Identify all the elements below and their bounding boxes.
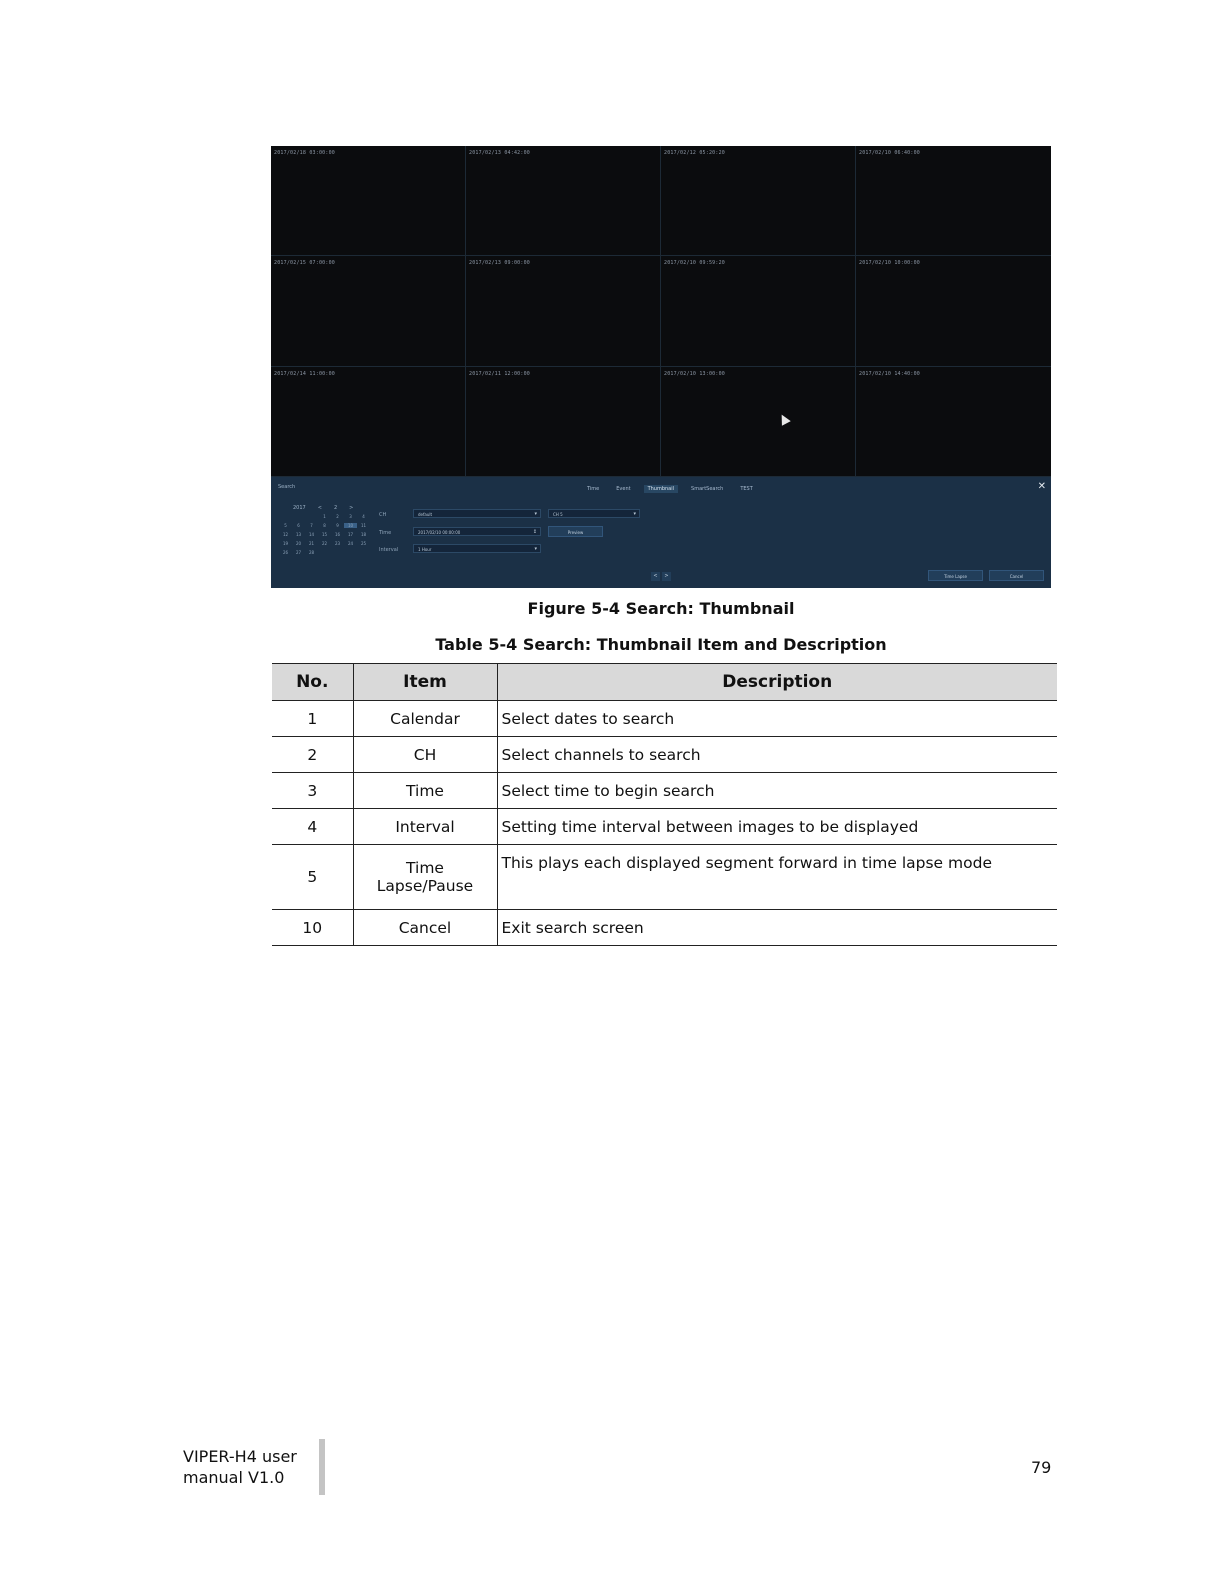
calendar-day[interactable]: 19 (282, 541, 289, 546)
row-item-line: Time (406, 859, 444, 877)
calendar (279, 505, 369, 555)
header-description: Description (497, 664, 1057, 701)
stepper-icon[interactable]: ↕ (532, 529, 537, 535)
calendar-day[interactable]: 6 (297, 523, 300, 528)
thumbnail-timestamp: 2017/02/10 06:40:00 (859, 150, 920, 156)
page-number: 79 (1031, 1458, 1052, 1477)
preview-button[interactable]: Preview (548, 526, 603, 537)
row-no: 10 (272, 910, 353, 946)
thumbnail[interactable] (271, 367, 466, 477)
row-no: 1 (272, 701, 353, 737)
table-row (272, 910, 1057, 946)
calendar-day[interactable]: 3 (349, 514, 352, 519)
pager (651, 572, 671, 581)
row-description: Select channels to search (497, 737, 1057, 773)
thumbnail-timestamp: 2017/02/13 09:00:00 (469, 260, 530, 267)
thumbnail-timestamp: 2017/02/10 10:00:00 (859, 260, 920, 267)
calendar-day[interactable]: 8 (323, 523, 326, 528)
thumbnail[interactable] (271, 146, 466, 256)
thumbnail[interactable] (856, 256, 1051, 366)
thumbnail[interactable] (856, 367, 1051, 477)
calendar-day[interactable]: 28 (308, 550, 315, 555)
table-row (272, 809, 1057, 845)
ch-select-value: default (418, 512, 433, 517)
prev-month-button[interactable]: < (317, 505, 322, 511)
thumbnail-timestamp: 2017/02/15 07:00:00 (274, 260, 335, 267)
calendar-day[interactable]: 22 (321, 541, 328, 546)
calendar-day[interactable]: 9 (336, 523, 339, 528)
calendar-month: 2 (333, 505, 338, 511)
panel-title: Search (278, 484, 296, 490)
row-no: 4 (272, 809, 353, 845)
footer-doc-title (183, 1446, 297, 1488)
table-caption: Table 5-4 Search: Thumbnail Item and Description (435, 635, 887, 654)
calendar-day[interactable]: 13 (295, 532, 302, 537)
ch-secondary-select[interactable] (548, 509, 640, 518)
row-item: Calendar (353, 701, 497, 737)
thumbnail-grid (271, 146, 1051, 477)
thumbnail[interactable] (466, 146, 661, 256)
thumbnail[interactable] (661, 367, 856, 477)
calendar-day[interactable]: 5 (284, 523, 287, 528)
thumbnail-timestamp: 2017/02/14 11:00:00 (274, 370, 335, 377)
next-month-button[interactable]: > (349, 505, 354, 511)
table-row (272, 737, 1057, 773)
interval-select[interactable] (413, 544, 541, 553)
thumbnail-timestamp: 2017/02/10 09:59:20 (664, 260, 725, 267)
table-row (272, 845, 1057, 910)
thumbnail-timestamp: 2017/02/10 14:40:00 (859, 370, 920, 377)
calendar-day[interactable]: 11 (360, 523, 367, 528)
cancel-button[interactable]: Cancel (989, 570, 1044, 581)
calendar-day[interactable]: 24 (347, 541, 354, 546)
row-item: CH (353, 737, 497, 773)
calendar-day[interactable]: 1 (323, 514, 326, 519)
thumbnail-timestamp: 2017/02/18 03:00:00 (274, 150, 335, 156)
table-header-row (272, 664, 1057, 701)
tab-smartsearch[interactable]: SmartSearch (691, 486, 724, 492)
thumbnail[interactable] (466, 367, 661, 477)
tab-time[interactable]: Time (587, 486, 600, 492)
figure-caption: Figure 5-4 Search: Thumbnail (527, 599, 795, 618)
header-item: Item (353, 664, 497, 701)
footer-line: manual V1.0 (183, 1468, 285, 1487)
description-table (272, 663, 1057, 946)
calendar-day[interactable]: 16 (334, 532, 341, 537)
thumbnail-timestamp: 2017/02/10 13:00:00 (664, 370, 725, 377)
search-panel (271, 477, 1051, 588)
calendar-day[interactable]: 12 (282, 532, 289, 537)
thumbnail[interactable] (661, 256, 856, 366)
calendar-day[interactable]: 26 (282, 550, 289, 555)
interval-select-value: 1 Hour (418, 547, 432, 552)
row-item-line: Lapse/Pause (376, 877, 474, 895)
thumbnail-timestamp: 2017/02/12 05:20:20 (664, 150, 725, 156)
tab-test[interactable]: TEST (740, 486, 753, 492)
calendar-day[interactable]: 27 (295, 550, 302, 555)
calendar-day[interactable]: 10 (344, 523, 357, 528)
calendar-day[interactable]: 15 (321, 532, 328, 537)
interval-label: Interval (379, 547, 399, 553)
row-no: 3 (272, 773, 353, 809)
calendar-days (279, 514, 369, 555)
table-row (272, 701, 1057, 737)
thumbnail[interactable] (466, 256, 661, 366)
calendar-day[interactable]: 23 (334, 541, 341, 546)
ch-secondary-value: CH 5 (553, 512, 563, 517)
table-row (272, 773, 1057, 809)
calendar-day[interactable]: 18 (360, 532, 367, 537)
calendar-year: 2017 (293, 505, 306, 511)
figure-screenshot (271, 146, 1051, 588)
chevron-down-icon: ▾ (534, 546, 537, 552)
calendar-day[interactable]: 14 (308, 532, 315, 537)
tab-event[interactable]: Event (616, 486, 631, 492)
row-description: Select dates to search (497, 701, 1057, 737)
thumbnail[interactable] (856, 146, 1051, 256)
calendar-day[interactable]: 7 (310, 523, 313, 528)
row-description: Setting time interval between images to be displayed (497, 809, 1057, 845)
footer-divider (319, 1439, 325, 1495)
calendar-day[interactable]: 2 (336, 514, 339, 519)
thumbnail[interactable] (271, 256, 466, 366)
prev-page-button[interactable]: < (651, 572, 660, 581)
time-input-value: 2017/02/10 00:00:00 (418, 530, 461, 535)
calendar-day[interactable]: 20 (295, 541, 302, 546)
thumbnail-timestamp: 2017/02/13 04:42:00 (469, 150, 530, 156)
time-input[interactable] (413, 527, 541, 536)
calendar-header (279, 505, 369, 511)
row-no: 2 (272, 737, 353, 773)
calendar-day[interactable]: 21 (308, 541, 315, 546)
chevron-down-icon: ▾ (633, 511, 636, 517)
next-page-button[interactable]: > (662, 572, 671, 581)
row-description: Exit search screen (497, 910, 1057, 946)
row-item (353, 845, 497, 910)
calendar-day[interactable]: 25 (360, 541, 367, 546)
row-item: Interval (353, 809, 497, 845)
thumbnail[interactable] (661, 146, 856, 256)
time-lapse-button[interactable]: Time Lapse (928, 570, 983, 581)
chevron-down-icon: ▾ (534, 511, 537, 517)
row-no: 5 (272, 845, 353, 910)
search-tabs (583, 485, 757, 493)
row-description: This plays each displayed segment forward in time lapse mode (497, 845, 1057, 910)
calendar-day[interactable]: 17 (347, 532, 354, 537)
row-item: Time (353, 773, 497, 809)
header-no: No. (272, 664, 353, 701)
tab-thumbnail[interactable]: Thumbnail (644, 485, 678, 493)
row-description: Select time to begin search (497, 773, 1057, 809)
footer-line: VIPER-H4 user (183, 1447, 297, 1466)
close-icon[interactable]: ✕ (1037, 481, 1046, 492)
thumbnail-timestamp: 2017/02/11 12:00:00 (469, 370, 530, 377)
ch-label: CH (379, 512, 387, 518)
calendar-day[interactable]: 4 (362, 514, 365, 519)
calendar-day (305, 514, 318, 519)
time-label: Time (379, 530, 392, 536)
row-item: Cancel (353, 910, 497, 946)
calendar-day (279, 514, 292, 519)
ch-select[interactable] (413, 509, 541, 518)
calendar-day (292, 514, 305, 519)
